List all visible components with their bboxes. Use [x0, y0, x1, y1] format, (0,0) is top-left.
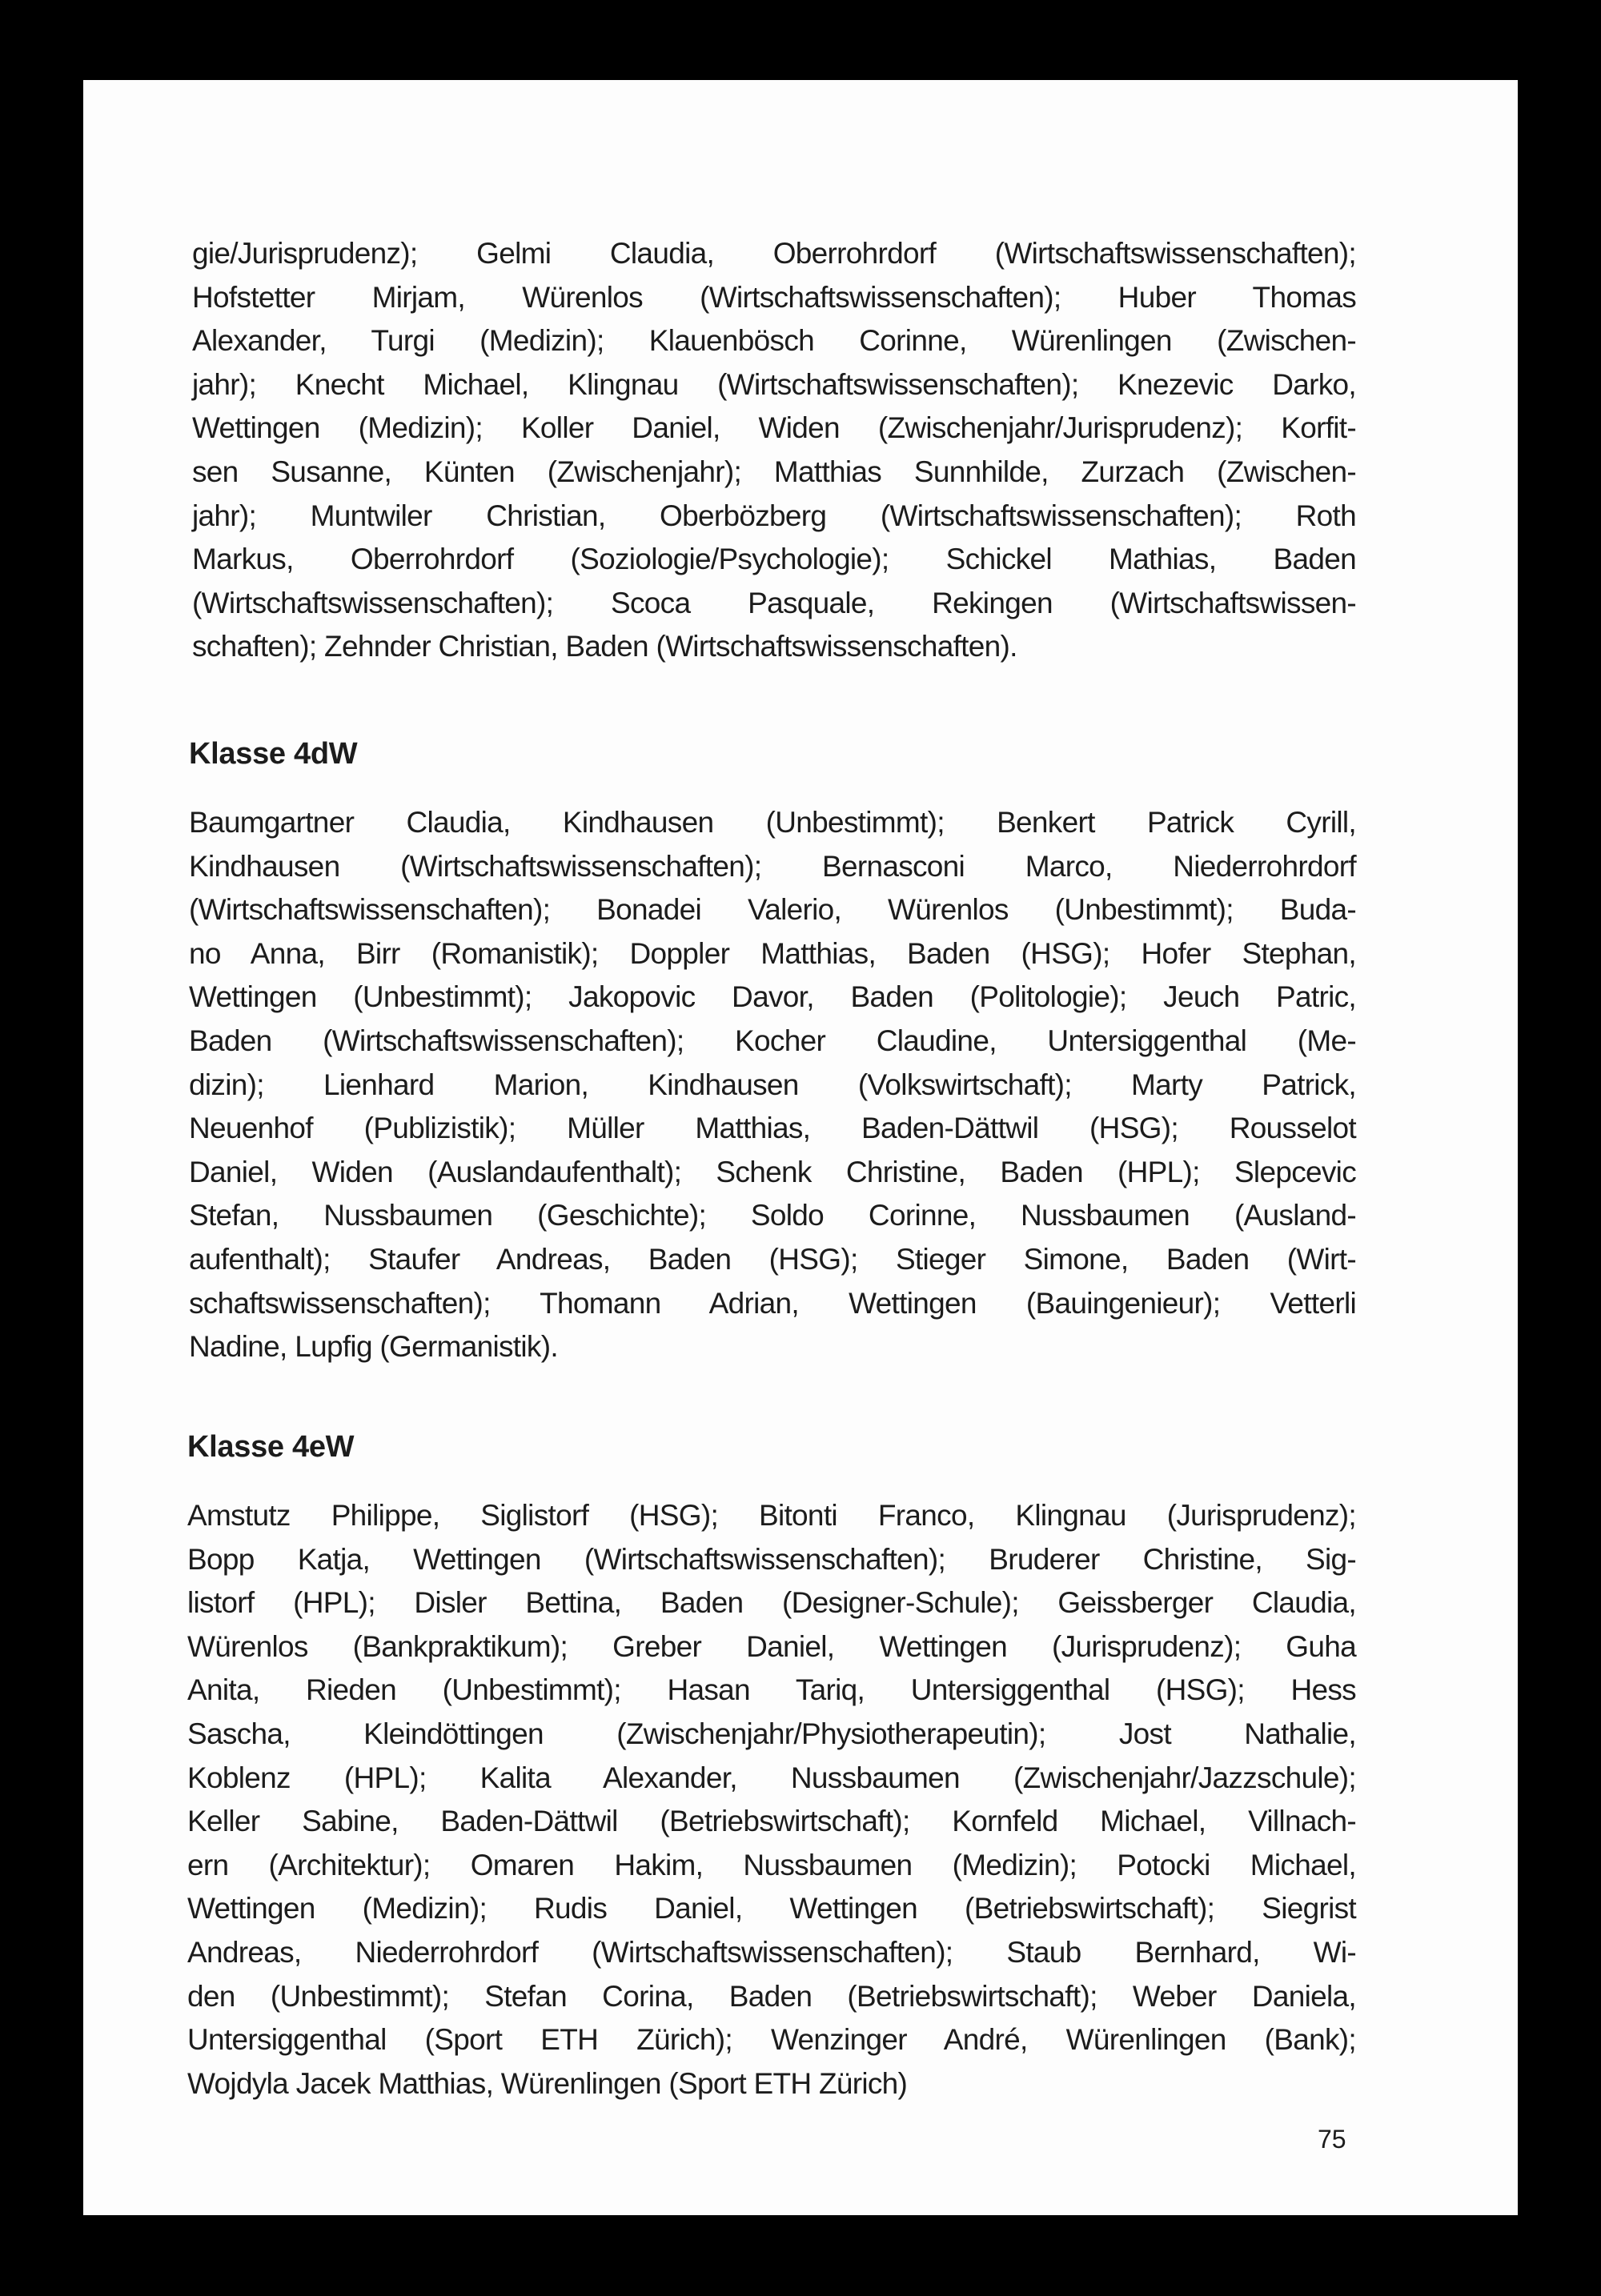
text-line: Nadine, Lupfig (Germanistik). [189, 1330, 558, 1364]
text-line: Andreas, Niederrohrdorf (Wirtschaftswissenschaften); Staub Bernhard, Wi- [187, 1935, 1356, 1969]
text-line: ern (Architektur); Omaren Hakim, Nussbaumen (Medizin); Potocki Michael, [187, 1848, 1356, 1881]
text-line: Würenlos (Bankpraktikum); Greber Daniel, Wettingen (Jurisprudenz); Guha [187, 1629, 1356, 1663]
text-line: Koblenz (HPL); Kalita Alexander, Nussbaumen (Zwischenjahr/Jazzschule); [187, 1761, 1356, 1794]
text-line: Baden (Wirtschaftswissenschaften); Kocher Claudine, Untersiggenthal (Me- [189, 1024, 1356, 1057]
text-line: Anita, Rieden (Unbestimmt); Hasan Tariq, Untersiggenthal (HSG); Hess [187, 1673, 1356, 1707]
text-line: Wojdyla Jacek Matthias, Würenlingen (Sport ETH Zürich) [187, 2066, 908, 2100]
text-line: Bopp Katja, Wettingen (Wirtschaftswissenschaften); Bruderer Christine, Sig- [187, 1542, 1356, 1576]
text-line: jahr); Muntwiler Christian, Oberbözberg (Wirtschaftswissenschaften); Roth [192, 499, 1356, 532]
text-line: jahr); Knecht Michael, Klingnau (Wirtschaftswissenschaften); Knezevic Darko, [192, 367, 1356, 401]
text-line: sen Susanne, Künten (Zwischenjahr); Matthias Sunnhilde, Zurzach (Zwischen- [192, 455, 1356, 488]
text-line: Wettingen (Medizin); Rudis Daniel, Wettingen (Betriebswirtschaft); Siegrist [187, 1892, 1356, 1925]
text-line: Wettingen (Unbestimmt); Jakopovic Davor, Baden (Politologie); Jeuch Patric, [189, 980, 1356, 1014]
text-line: Neuenhof (Publizistik); Müller Matthias, Baden-Dättwil (HSG); Rousselot [189, 1112, 1356, 1145]
text-line: Stefan, Nussbaumen (Geschichte); Soldo Corinne, Nussbaumen (Ausland- [189, 1199, 1356, 1232]
text-line: Amstutz Philippe, Siglistorf (HSG); Bitonti Franco, Klingnau (Jurisprudenz); [187, 1499, 1356, 1532]
text-line: schaften); Zehnder Christian, Baden (Wirtschaftswissenschaften). [192, 630, 1017, 663]
text-line: Keller Sabine, Baden-Dättwil (Betriebswirtschaft); Kornfeld Michael, Villnach- [187, 1805, 1356, 1838]
text-line: Daniel, Widen (Auslandaufenthalt); Schenk Christine, Baden (HPL); Slepcevic [189, 1155, 1356, 1188]
paragraph-klasse-4dw [189, 801, 1356, 1369]
text-line: Wettingen (Medizin); Koller Daniel, Widen (Zwischenjahr/Jurisprudenz); Korfit- [192, 411, 1356, 445]
text-line: no Anna, Birr (Romanistik); Doppler Matthias, Baden (HSG); Hofer Stephan, [189, 936, 1356, 970]
text-line: Kindhausen (Wirtschaftswissenschaften); Bernasconi Marco, Niederrohrdorf [189, 849, 1356, 883]
page-number: 75 [1318, 2125, 1346, 2154]
text-line: Alexander, Turgi (Medizin); Klauenbösch Corinne, Würenlingen (Zwischen- [192, 324, 1356, 358]
text-line: Hofstetter Mirjam, Würenlos (Wirtschaftswissenschaften); Huber Thomas [192, 280, 1356, 314]
text-line: den (Unbestimmt); Stefan Corina, Baden (Betriebswirtschaft); Weber Daniela, [187, 1979, 1356, 2013]
text-line: Untersiggenthal (Sport ETH Zürich); Wenzinger André, Würenlingen (Bank); [187, 2023, 1356, 2057]
text-line: Markus, Oberrohrdorf (Soziologie/Psychologie); Schickel Mathias, Baden [192, 543, 1356, 576]
paragraph-klasse-4ew [187, 1494, 1356, 2106]
text-line: listorf (HPL); Disler Bettina, Baden (Designer-Schule); Geissberger Claudia, [187, 1586, 1356, 1620]
text-line: Baumgartner Claudia, Kindhausen (Unbestimmt); Benkert Patrick Cyrill, [189, 806, 1356, 839]
text-line: schaftswissenschaften); Thomann Adrian, Wettingen (Bauingenieur); Vetterli [189, 1286, 1356, 1320]
text-line: aufenthalt); Staufer Andreas, Baden (HSG); Stieger Simone, Baden (Wirt- [189, 1242, 1356, 1276]
text-line: dizin); Lienhard Marion, Kindhausen (Volkswirtschaft); Marty Patrick, [189, 1068, 1356, 1101]
text-line: (Wirtschaftswissenschaften); Scoca Pasquale, Rekingen (Wirtschaftswissen- [192, 586, 1356, 619]
text-line: Sascha, Kleindöttingen (Zwischenjahr/Physiotherapeutin); Jost Nathalie, [187, 1717, 1356, 1750]
paragraph-continuation [192, 232, 1356, 669]
text-line: gie/Jurisprudenz); Gelmi Claudia, Oberrohrdorf (Wirtschaftswissenschaften); [192, 237, 1356, 270]
section-heading-4dw: Klasse 4dW [189, 737, 358, 771]
section-heading-4ew: Klasse 4eW [187, 1430, 355, 1464]
text-line: (Wirtschaftswissenschaften); Bonadei Valerio, Würenlos (Unbestimmt); Buda- [189, 893, 1356, 927]
